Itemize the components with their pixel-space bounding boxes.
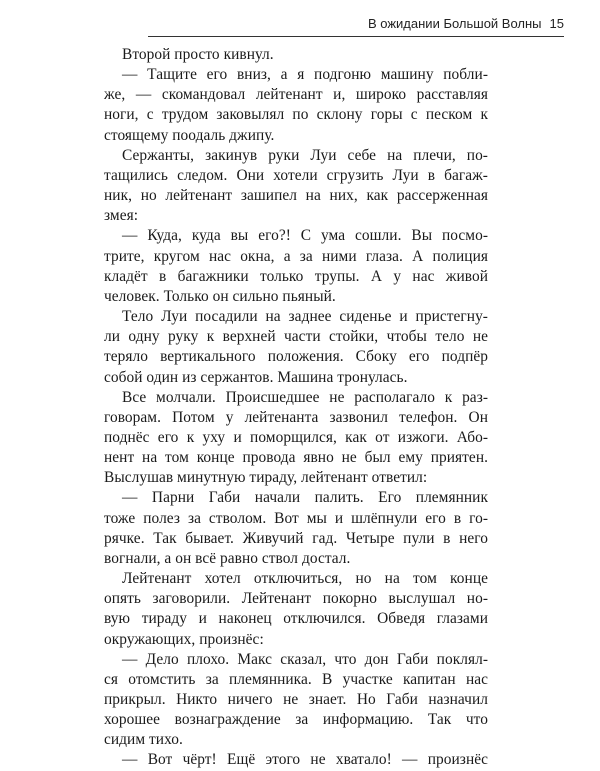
page-number: 15 (549, 16, 564, 31)
line-5: стоящему поодаль джипу. (104, 126, 275, 144)
running-title: В ожидании Большой Волны (367, 16, 542, 31)
line-30: окружающих, произнёс: (104, 630, 264, 648)
line-12: кладёт в багажники только трупы. А у нас живой (104, 267, 488, 285)
line-33: прикрыл. Никто ничего не знает. Но Габи назначил (104, 691, 488, 708)
line-36: — Вот чёрт! Ещё этого не хватало! — произнёс (122, 751, 488, 769)
line-6: Сержанты, закинув руки Луи себе на плечи, по- (122, 146, 488, 164)
line-14: Тело Луи посадили на заднее сиденье и пристегну- (122, 308, 488, 326)
line-24: тоже полез за стволом. Вот мы и шлёпнули его в го- (104, 509, 488, 527)
line-34: хорошее вознаграждение за информацию. Так что (104, 711, 488, 729)
line-18: Все молчали. Происшедшее не располагало к раз- (122, 388, 488, 406)
running-head (368, 16, 564, 31)
line-8: ник, но лейтенант зашипел на них, как рассерженная (104, 187, 488, 205)
line-26: вогнали, а он всё равно ствол достал. (104, 549, 351, 567)
line-9: змея: (104, 207, 139, 225)
line-35: сидим тихо. (104, 731, 183, 749)
line-17: собой один из сержантов. Машина тронулась. (104, 368, 408, 386)
line-32: ся отомстить за племянника. В участке капитан нас (104, 670, 488, 688)
line-22: Выслушав минутную тираду, лейтенант ответил: (104, 469, 428, 487)
line-4: ноги, с трудом заковылял по склону горы с песком к (104, 106, 488, 124)
line-11: трите, кругом нас окна, а за ними глаза. А полиция (104, 247, 488, 265)
line-1: Второй просто кивнул. (122, 46, 274, 63)
line-19: говорам. Потом у лейтенанта зазвонил телефон. Он (104, 408, 488, 426)
line-27: Лейтенант хотел отключиться, но на том конце (122, 570, 488, 588)
line-21: нент на том конце провода явно не был ему приятен. (104, 449, 488, 467)
line-16: теряло вертикального положения. Сбоку его подпёр (104, 348, 488, 366)
line-10: — Куда, куда вы его?! С ума сошли. Вы посмо- (122, 227, 488, 245)
line-15: ли одну руку к верхней части стойки, чтобы тело не (104, 328, 488, 346)
line-29: вую тираду и наконец отключился. Обведя глазами (104, 610, 488, 628)
line-28: опять заговорили. Лейтенант покорно выслушал но- (104, 590, 488, 608)
line-31: — Дело плохо. Макс сказал, что дон Габи поклял- (122, 650, 488, 668)
line-25: рячке. Так бывает. Живучий гад. Четыре пули в него (104, 529, 488, 547)
line-3: же, — скомандовал лейтенант и, широко расставляя (104, 86, 488, 104)
line-2: — Тащите его вниз, а я подгоню машину побли- (122, 66, 488, 84)
line-13: человек. Только он сильно пьяный. (104, 287, 336, 305)
line-20: поднёс его к уху и поморщился, как от изжоги. Або- (104, 428, 488, 446)
header-rule (148, 36, 564, 37)
body-text (104, 45, 488, 771)
line-23: — Парни Габи начали палить. Его племянник (122, 489, 488, 507)
line-7: тащились следом. Они хотели сгрузить Луи в багаж- (104, 166, 488, 184)
